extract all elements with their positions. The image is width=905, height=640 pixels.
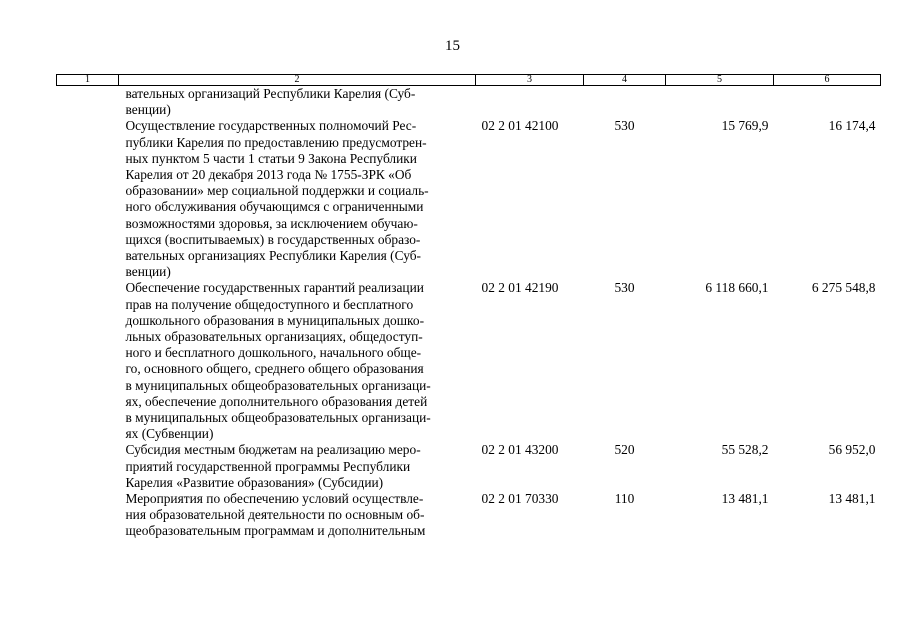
empty-cell: [57, 280, 119, 442]
column-header-6: 6: [774, 75, 881, 86]
row-value-2: 56 952,0: [828, 442, 876, 458]
table-row: [57, 86, 881, 119]
empty-cell: [57, 118, 119, 280]
row-value-2: [774, 86, 881, 119]
row-type: 520: [614, 442, 635, 458]
row-name: Осуществление государственных полномочий Рес- публики Карелия по предоставлению предусмотрен- ных пунктом 5 части 1 статьи 9 Закона Республики Карелия от 20 декабря 2013 года № 1755-ЗРК «Об образовании» мер социальной поддержки и социаль- ного обслуживания обучающимся с ограниченными возможностями здоровья, за исключением обучаю- щихся (воспитываемых) в государственных образо- вательных организациях Республики Карелия (Суб- венции): [125, 118, 429, 280]
table-row: [57, 280, 881, 442]
row-type: [584, 86, 666, 119]
row-value-2: 13 481,1: [828, 491, 876, 507]
row-type: 110: [614, 491, 635, 507]
page-number: 15: [445, 38, 460, 54]
empty-cell: [57, 442, 119, 491]
row-value-2: 6 275 548,8: [811, 280, 876, 296]
row-name: Субсидия местным бюджетам на реализацию меро- приятий государственной программы Республики Карелия «Развитие образования» (Субсидии): [125, 442, 421, 490]
row-name: Обеспечение государственных гарантий реализации прав на получение общедоступного и бесплатного дошкольного образования в муниципальных дошко- льных образовательных организациях, общедоступ- ного и бесплатного дошкольного, начального обще- го, основного общего, среднего общего образования в муниципальных общеобразовательных организаци- ях, обеспечение дополнительного образования детей в муниципальных общеобразовательных организаци- ях (Субвенции): [125, 280, 431, 442]
budget-table: [56, 74, 881, 540]
row-value-2: 16 174,4: [828, 118, 876, 134]
row-value-1: 55 528,2: [721, 442, 769, 458]
table-header-row: [57, 75, 881, 86]
row-type: 530: [614, 280, 635, 296]
row-value-1: 15 769,9: [721, 118, 769, 134]
table-row: [57, 491, 881, 540]
table-row: [57, 442, 881, 491]
row-code: 02 2 01 70330: [481, 491, 559, 507]
row-name: Мероприятия по обеспечению условий осуществле- ния образовательной деятельности по основным об- щеобразовательным программам и дополнительным: [125, 491, 426, 539]
table-row: [57, 118, 881, 280]
column-header-2: 2: [119, 75, 476, 86]
column-header-3: 3: [476, 75, 584, 86]
row-value-1: 13 481,1: [721, 491, 769, 507]
empty-cell: [57, 491, 119, 540]
column-header-1: 1: [57, 75, 119, 86]
empty-cell: [57, 86, 119, 119]
column-header-4: 4: [584, 75, 666, 86]
row-type: 530: [614, 118, 635, 134]
row-code: 02 2 01 43200: [481, 442, 559, 458]
row-code: 02 2 01 42190: [481, 280, 559, 296]
row-value-1: [666, 86, 774, 119]
row-code: [476, 86, 584, 119]
row-value-1: 6 118 660,1: [705, 280, 769, 296]
column-header-5: 5: [666, 75, 774, 86]
row-code: 02 2 01 42100: [481, 118, 559, 134]
row-name: вательных организаций Республики Карелия (Суб- венции): [125, 86, 416, 118]
